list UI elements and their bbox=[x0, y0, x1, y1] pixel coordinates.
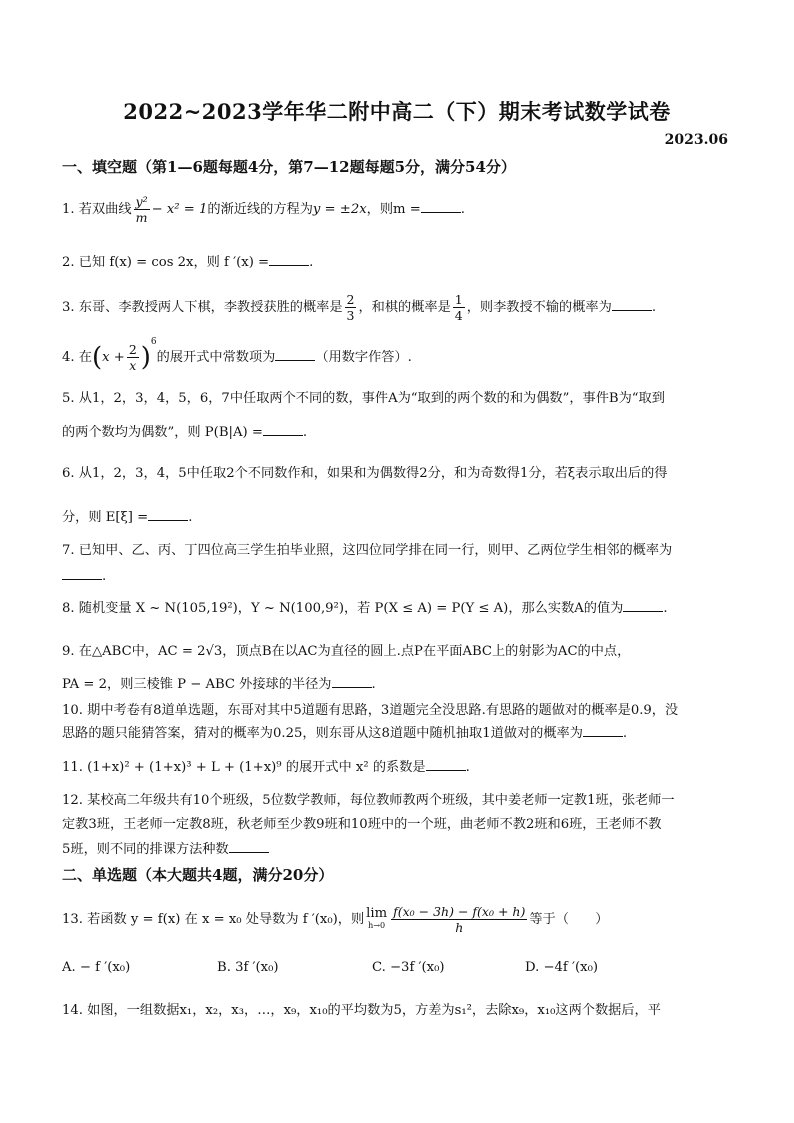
option-b[interactable]: B. 3f ′(x₀) bbox=[217, 960, 279, 975]
q4-frac-den: x bbox=[129, 358, 137, 373]
question-6-line-1: 6. 从1，2，3，4，5中任取2个不同数作和，如果和为偶数得2分，和为奇数得1分，若ξ表示取出后的得 bbox=[62, 466, 668, 481]
answer-blank bbox=[148, 506, 188, 521]
q1-asymptote: y = ±2x bbox=[312, 202, 367, 217]
q3-fraction-win bbox=[345, 292, 357, 323]
page-title: 2022~2023学年华二附中高二（下）期末考试数学试卷 bbox=[123, 99, 671, 124]
q1-post: ，则m = bbox=[366, 202, 421, 217]
answer-blank bbox=[229, 838, 269, 853]
question-7-line-2: . bbox=[62, 565, 732, 588]
q10-line2-text: 思路的题只能猜答案，猜对的概率为0.25，则东哥从这8道题中随机抽取1道做对的概率为 bbox=[62, 726, 583, 741]
question-5-line-2: 的两个数均为偶数”，则 P(B|A) = . bbox=[62, 421, 732, 444]
exam-date: 2023.06 bbox=[664, 132, 728, 148]
q1-mid: 的渐近线的方程为 bbox=[207, 202, 313, 217]
question-14-line-1: 14. 如图，一组数据x₁，x₂，x₃，…，x₉，x₁₀的平均数为5，方差为s₁²，去除x₉，x₁₀这两个数据后，平 bbox=[62, 1003, 661, 1018]
q3-post: ，则李教授不输的概率为 bbox=[466, 300, 612, 315]
q1-fraction bbox=[134, 194, 150, 225]
answer-blank bbox=[426, 756, 466, 771]
question-10-line-2: 思路的题只能猜答案，猜对的概率为0.25，则东哥从这8道题中随机抽取1道做对的概率为 . bbox=[62, 722, 732, 745]
question-12-line-1: 12. 某校高二年级共有10个班级，5位数学教师，每位教师教两个班级，其中姜老师一定教1班，张老师一 bbox=[62, 793, 675, 808]
question-3: 3. 东哥、李教授两人下棋，李教授获胜的概率是 $\frac{2}{3}$ ，和棋的概率是 $\frac{1}{4}$ ，则李教授不输的概率为 . bbox=[62, 292, 657, 323]
q6-line2-text: 分，则 E[ξ] = bbox=[62, 510, 149, 525]
q3-win-num: 2 bbox=[346, 292, 355, 307]
q4-close-paren: ) bbox=[140, 342, 151, 373]
section-single-choice: 二、单选题（本大题共4题，满分20分） bbox=[62, 866, 334, 884]
q1-prefix: 1. 若双曲线 bbox=[62, 202, 132, 217]
q1-frac-num: y² bbox=[135, 194, 148, 209]
answer-blank bbox=[275, 346, 315, 361]
section-fill-in: 一、填空题（第1—6题每题4分，第7—12题每题5分，满分54分） bbox=[62, 158, 516, 176]
q4-frac-num: 2 bbox=[128, 342, 137, 357]
q4-tail: （用数字作答）. bbox=[315, 350, 412, 365]
q13-frac-num: f(x₀ − 3h) − f(x₀ + h) bbox=[393, 904, 526, 919]
q3-draw-num: 1 bbox=[454, 292, 463, 307]
option-d[interactable]: D. −4f ′(x₀) bbox=[525, 960, 599, 975]
q1-frac-den: m bbox=[135, 210, 148, 225]
q11-text: 11. (1+x)² + (1+x)³ + L + (1+x)⁹ 的展开式中 x² 的系数是 bbox=[62, 760, 426, 775]
q3-win-den: 3 bbox=[346, 308, 355, 323]
question-1: 1. 若双曲线 $\frac{\text{y²}}{m}$ − x² = 1的渐近线的方程为y = ±2x，则m = . bbox=[62, 194, 465, 225]
q4-fraction bbox=[127, 342, 139, 373]
option-a[interactable]: A. − f ′(x₀) bbox=[62, 960, 131, 975]
q4-prefix: 4. 在 bbox=[62, 350, 92, 365]
q13-post: 等于（ ） bbox=[529, 912, 609, 927]
answer-blank bbox=[263, 421, 303, 436]
q4-x-term: x + bbox=[102, 350, 125, 365]
question-12-line-2: 定教3班，王老师一定教8班，秋老师至少教9班和10班中的一个班，曲老师不教2班和6班，王老师不教 bbox=[62, 817, 662, 832]
q2-text: 2. 已知 f(x) = cos 2x，则 f ′(x) = bbox=[62, 255, 270, 270]
q1-eq-rest: − x² = 1 bbox=[151, 202, 208, 217]
q13-frac-den: h bbox=[455, 920, 464, 935]
question-4 bbox=[62, 336, 732, 373]
question-8: 8. 随机变量 X ~ N(105,19²)，Y ~ N(100,9²)，若 P(X ≤ A) = P(Y ≤ A)，那么实数A的值为 . bbox=[62, 597, 732, 620]
question-10-line-1: 10. 期中考卷有8道单选题，东哥对其中5道题有思路，3道题完全没思路.有思路的题做对的概率是0.9，没 bbox=[62, 703, 679, 718]
question-12-line-3 bbox=[62, 838, 732, 861]
answer-blank bbox=[583, 722, 623, 737]
question-13 bbox=[62, 904, 732, 935]
question-11: 11. (1+x)² + (1+x)³ + L + (1+x)⁹ 的展开式中 x² 的系数是 . bbox=[62, 756, 732, 779]
question-13-options bbox=[62, 957, 742, 979]
question-5-line-1: 5. 从1，2，3，4，5，6，7中任取两个不同的数，事件A为“取到的两个数的和为偶数”，事件B为“取到 bbox=[62, 391, 665, 406]
q13-lim-word: lim bbox=[366, 905, 388, 921]
answer-blank bbox=[269, 251, 309, 266]
q8-text: 8. 随机变量 X ~ N(105,19²)，Y ~ N(100,9²)，若 P(X ≤ A) = P(Y ≤ A)，那么实数A的值为 bbox=[62, 601, 624, 616]
q3-mid: ，和棋的概率是 bbox=[358, 300, 451, 315]
question-6-line-2: 分，则 E[ξ] = . bbox=[62, 506, 732, 529]
q13-limit bbox=[366, 905, 388, 932]
option-c[interactable]: C. −3f ′(x₀) bbox=[372, 960, 445, 975]
q3-draw-den: 4 bbox=[454, 308, 463, 323]
answer-blank bbox=[612, 296, 652, 311]
question-9-line-2: PA = 2，则三棱锥 P − ABC 外接球的半径为 . bbox=[62, 673, 732, 696]
answer-blank bbox=[623, 597, 663, 612]
q13-prefix: 13. 若函数 y = f(x) 在 x = x₀ 处导数为 f ′(x₀)，则 bbox=[62, 912, 365, 927]
q4-power: 6 bbox=[150, 336, 157, 347]
answer-blank bbox=[62, 565, 102, 580]
question-9-line-1: 9. 在△ABC中，AC = 2√3，顶点B在以AC为直径的圆上.点P在平面ABC上的射影为AC的中点， bbox=[62, 644, 631, 659]
q12-line3-text: 5班，则不同的排课方法种数 bbox=[62, 842, 229, 857]
answer-blank bbox=[421, 198, 461, 213]
answer-blank bbox=[332, 673, 372, 688]
q5-line2-text: 的两个数均为偶数”，则 P(B|A) = bbox=[62, 425, 263, 440]
q4-open-paren: ( bbox=[91, 342, 103, 373]
q9-line2-text: PA = 2，则三棱锥 P − ABC 外接球的半径为 bbox=[62, 677, 332, 692]
q3-fraction-draw bbox=[453, 292, 465, 323]
q13-fraction bbox=[391, 904, 527, 935]
q3-prefix: 3. 东哥、李教授两人下棋，李教授获胜的概率是 bbox=[62, 300, 343, 315]
question-7-line-1: 7. 已知甲、乙、丙、丁四位高三学生拍毕业照，这四位同学排在同一行，则甲、乙两位学生相邻的概率为 bbox=[62, 543, 673, 558]
q4-post: 的展开式中常数项为 bbox=[156, 350, 276, 365]
question-2: 2. 已知 f(x) = cos 2x，则 f ′(x) = . bbox=[62, 251, 732, 274]
q13-lim-sub: h→0 bbox=[368, 920, 386, 930]
